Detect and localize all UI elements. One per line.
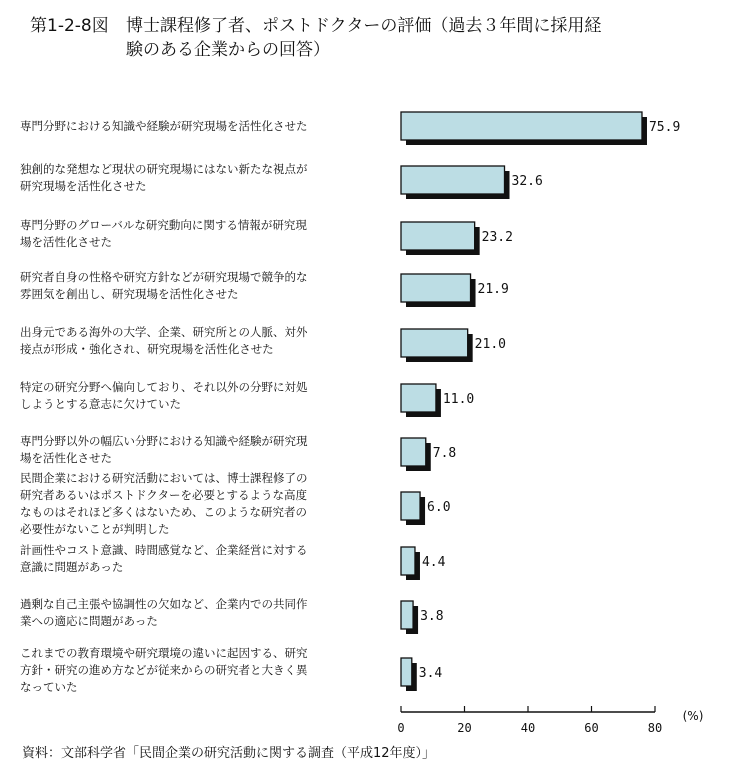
category-label-line: 研究者あるいはポストドクターを必要とするような高度 [20,488,308,502]
category-label-line: 方針・研究の進め方などが従来からの研究者と大きく異 [20,662,308,677]
bar-value-label: 21.0 [474,337,506,352]
bar [401,222,475,250]
bar-value-label: 75.9 [648,120,681,135]
category-label-line: しようとする意志に欠けていた [20,397,181,411]
figure-number: 第1-2-8図 [30,16,109,36]
category-label-line: 出身元である海外の大学、企業、研究所との人脈、対外 [20,325,308,339]
category-label-line: これまでの教育環境や研究環境の違いに起因する、研究 [20,645,308,660]
bar-value-label: 4.4 [421,555,446,570]
bar [401,658,412,686]
bar-value-label: 21.9 [477,282,509,297]
bar [401,601,413,629]
category-label-line: 民間企業における研究活動においては、博士課程修了の [20,471,308,485]
category-label-line: 過剰な自己主張や協調性の欠如など、企業内での共同作 [20,597,308,611]
category-label-line: 独創的な発想など現状の研究現場にはない新たな視点が [20,162,308,176]
bar [401,166,505,194]
bar-value-label: 23.2 [481,230,513,245]
bar-value-label: 7.8 [432,446,457,461]
category-label-line: 専門分野のグローバルな研究動向に関する情報が研究現 [20,218,307,232]
category-label-line: 特定の研究分野へ偏向しており、それ以外の分野に対処 [20,380,308,394]
category-label-line: 専門分野以外の幅広い分野における知識や経験が研究現 [20,434,308,448]
source-note: 資料：文部科学省「民間企業の研究活動に関する調査（平成12年度）」 [22,746,436,761]
category-label-line: 研究者自身の性格や研究方針などが研究現場で競争的な [20,270,308,284]
x-tick-label-60: 60 [584,721,599,735]
category-label-line: 業への適応に問題があった [20,614,158,628]
x-tick-label-0: 0 [397,721,405,735]
bar [401,547,415,575]
bar [401,438,426,466]
bar-value-label: 3.4 [418,666,443,681]
x-axis-unit: (%) [682,709,704,723]
bar [401,492,420,520]
bar-value-label: 11.0 [442,392,475,407]
category-label-line: 計画性やコスト意識、時間感覚など、企業経営に対する [20,543,308,557]
title-line-2: 験のある企業からの回答） [126,40,330,60]
category-label-line: 意識に問題があった [20,560,124,574]
category-label-line: 場を活性化させた [20,235,112,249]
x-tick-label-80: 80 [647,721,663,735]
bar [401,329,468,357]
category-label-line: なっていた [20,679,78,694]
category-label-line: 場を活性化させた [20,451,112,465]
category-label-line: 必要性がないことが判明した [20,522,170,536]
bar [401,384,436,412]
bar [401,274,471,302]
bar-value-label: 3.8 [420,609,444,624]
bar-value-label: 6.0 [427,500,451,515]
x-tick-label-20: 20 [457,721,472,735]
category-label-line: 専門分野における知識や経験が研究現場を活性化させた [20,118,308,133]
category-label-line: 接点が形成・強化され、研究現場を活性化させた [20,342,274,356]
category-label-line: 雰囲気を創出し、研究現場を活性化させた [20,287,239,301]
title-line-1: 博士課程修了者、ポストドクターの評価（過去３年間に採用経 [126,16,602,36]
category-label-line: なものはそれほど多くはないため、このような研究者の [20,505,308,519]
x-tick-label-40: 40 [520,721,536,735]
bar-value-label: 32.6 [511,174,543,189]
bar [401,112,642,140]
category-label-line: 研究現場を活性化させた [20,179,147,193]
